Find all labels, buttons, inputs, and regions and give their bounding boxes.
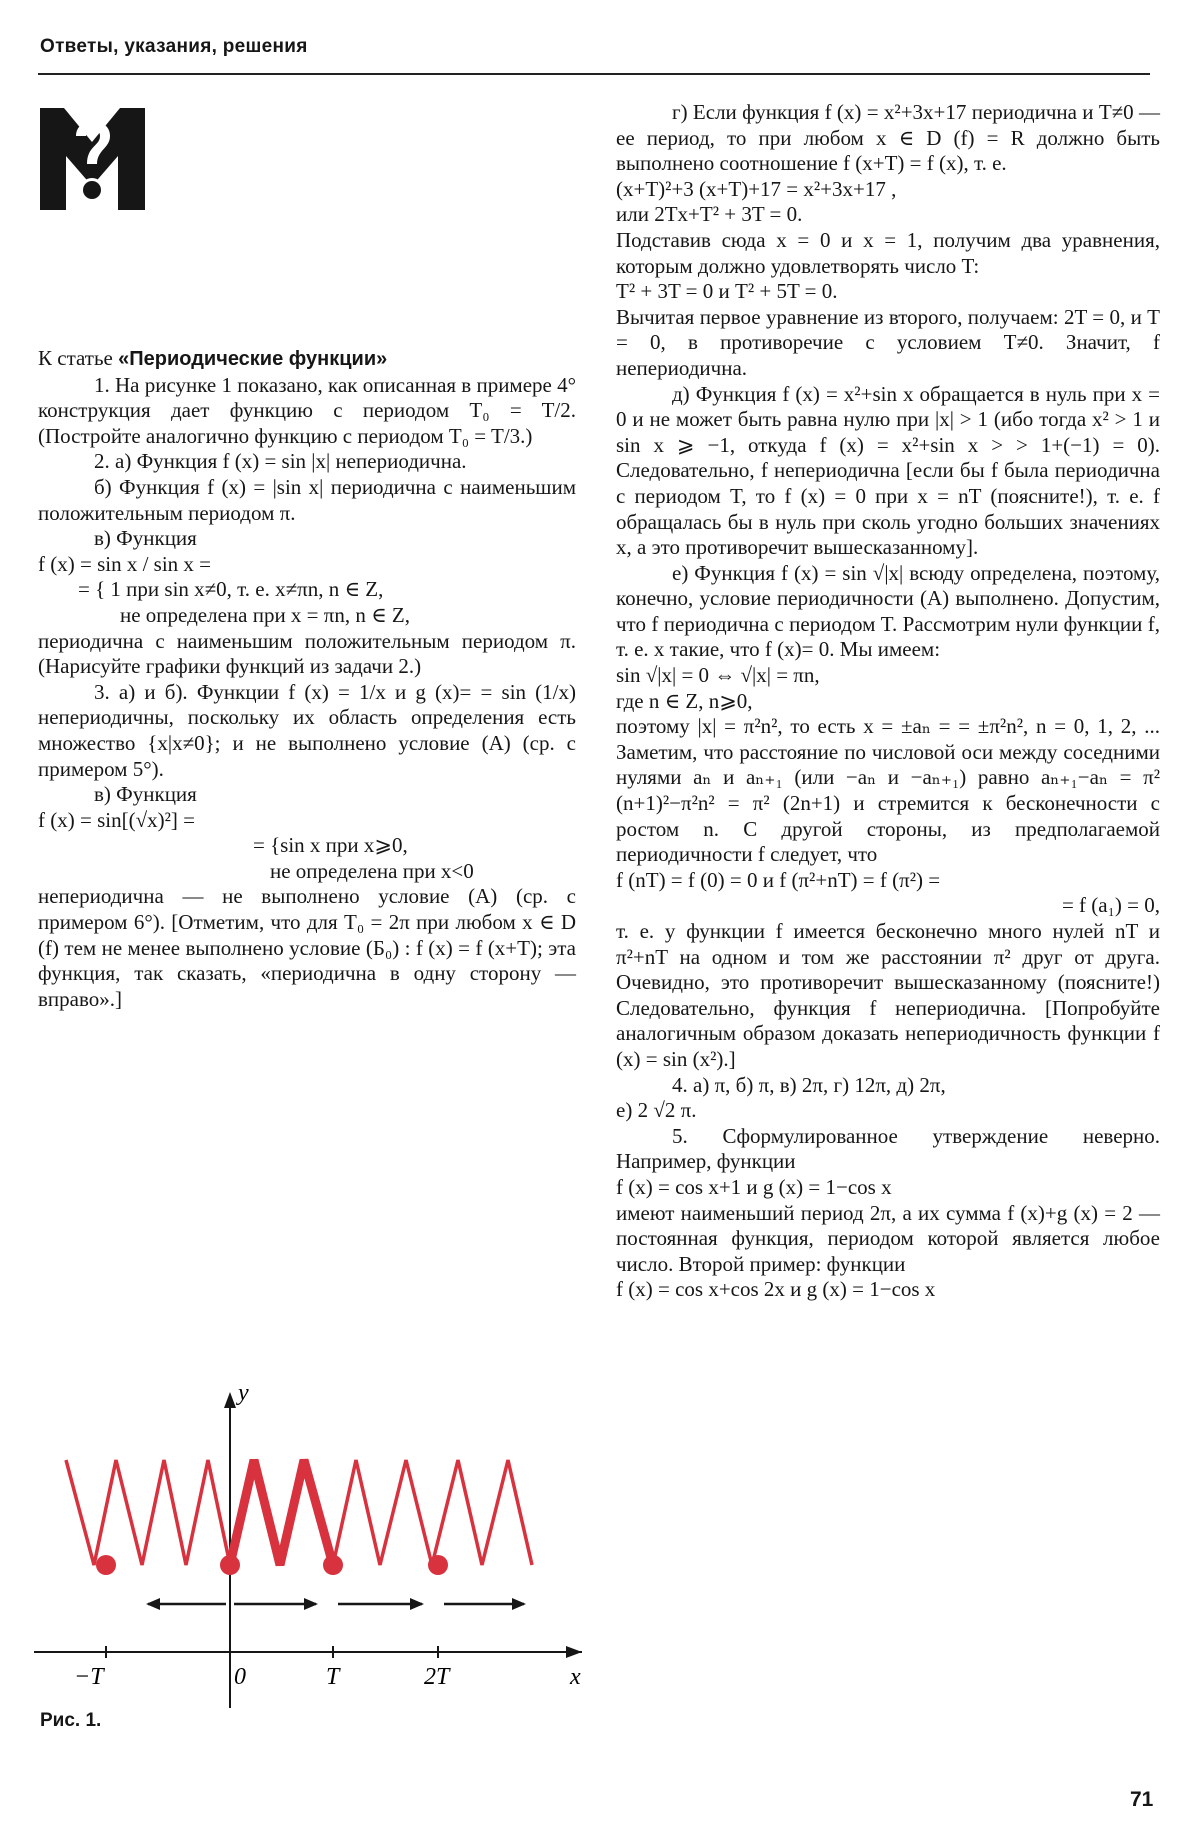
right-paragraph-5: е) Функция f (x) = sin √|x| всюду определена, поэтому, конечно, условие периодичности (А) выполнено. Допустим, что f периодична с периодом T. Рассмотрим нули функции f, т. е. x такие, что f (x)= 0. Мы имеем: <box>616 560 1160 662</box>
right-equation-9: f (x) = cos x+cos 2x и g (x) = 1−cos x <box>616 1277 936 1302</box>
left-equation-1: f (x) = sin x / sin x = <box>38 551 212 576</box>
left-paragraph-2: 2. а) Функция f (x) = sin |x| непериодична. <box>94 449 467 474</box>
left-equation-5: = {sin x при x⩾0, <box>253 833 408 858</box>
x-axis-arrowhead <box>566 1646 582 1658</box>
question-mark-logo-icon <box>40 108 145 210</box>
left-paragraph-4: в) Функция <box>94 526 197 551</box>
left-paragraph-3: б) Функция f (x) = |sin x| периодична с наименьшим положительным периодом π. <box>38 474 576 525</box>
left-equation-6: не определена при x<0 <box>270 858 474 883</box>
right-paragraph-7: т. е. у функции f имеется бесконечно много нулей nT и π²+nT на одном и том же расстоянии π² друг от друга. Очевидно, это противоречит вышесказанному (поясните!) Следовательно, функция f непериодична. [Попробуйте аналогичным образом доказать непериодичность функции f (x) = sin (x²).] <box>616 919 1160 1071</box>
right-paragraph-11: имеют наименьший период 2π, а их сумма f (x)+g (x) = 2 — постоянная функция, периодом которой является любое число. Второй пример: функции <box>616 1200 1160 1276</box>
right-column <box>616 100 1160 1303</box>
tick-label-T: T <box>326 1664 340 1690</box>
zero-point-T <box>323 1555 343 1575</box>
right-equation-7: = f (a₁) = 0, <box>1061 893 1160 918</box>
right-paragraph-10: 5. Сформулированное утверждение неверно. Например, функции <box>616 1123 1160 1174</box>
running-header: Ответы, указания, решения <box>40 36 308 57</box>
right-equation-2: или 2Tx+T² + 3T = 0. <box>616 202 803 227</box>
left-equation-2: = { 1 при sin x≠0, т. е. x≠πn, n ∈ Z, <box>78 577 384 602</box>
right-equation-1: (x+T)²+3 (x+T)+17 = x²+3x+17 , <box>616 176 897 201</box>
right-equation-4: sin √|x| = 0 ⇔ √|x| = πn, <box>616 663 820 688</box>
right-equation-3: T² + 3T = 0 и T² + 5T = 0. <box>616 279 838 304</box>
section-title: «Периодические функции» <box>118 348 388 370</box>
tick-label-0: 0 <box>234 1664 246 1690</box>
highlighted-period-curve <box>230 1460 333 1565</box>
y-axis-arrowhead <box>224 1392 236 1408</box>
left-paragraph-7: в) Функция <box>94 782 197 807</box>
left-paragraph-6: 3. а) и б). Функции f (x) = 1/x и g (x)= = sin (1/x) непериодичны, поскольку их область определения есть множество {x|x≠0}; и не выполнено условие (А) (ср. с примером 5°). <box>38 679 576 781</box>
right-equation-5: где n ∈ Z, n⩾0, <box>616 688 753 713</box>
page-number: 71 <box>1130 1788 1154 1811</box>
left-paragraph-8: непериодична — не выполнено условие (А) (ср. с примером 6°). [Отметим, что для T₀ = 2π при любом x ∈ D (f) тем не менее выполнено условие (Б₀) : f (x) = f (x+T); эта функция, так сказать, «периодична в одну сторону — вправо».] <box>38 884 576 1011</box>
right-paragraph-3: Вычитая первое уравнение из второго, получаем: 2T = 0, и T = 0, в противоречие с условием T≠0. Значит, f непериодична. <box>616 304 1160 380</box>
figure-1-graph <box>34 1380 594 1720</box>
left-column <box>38 346 576 1012</box>
zero-point-0 <box>220 1555 240 1575</box>
y-axis-label: y <box>238 1380 249 1406</box>
right-paragraph-9: е) 2 √2 π. <box>616 1098 697 1123</box>
right-equation-8: f (x) = cos x+1 и g (x) = 1−cos x <box>616 1174 892 1199</box>
right-paragraph-6: поэтому |x| = π²n², то есть x = ±aₙ = = ±π²n², n = 0, 1, 2, ... Заметим, что расстояние по числовой оси между соседними нулями aₙ и aₙ₊₁ (или −aₙ и −aₙ₊₁) равно aₙ₊₁−aₙ = π² (n+1)²−π²n² = π² (2n+1) и стремится к бесконечности с ростом n. С другой стороны, из предполагаемой периодичности f следует, что <box>616 714 1160 867</box>
zero-point-minus-T <box>96 1555 116 1575</box>
section-prefix: К статье <box>38 346 119 370</box>
left-equation-4: f (x) = sin[(√x)²] = <box>38 807 195 832</box>
x-axis-label: x <box>570 1664 581 1690</box>
left-paragraph-1: 1. На рисунке 1 показано, как описанная в примере 4° конструкция дает функцию с периодом T₀ = T/2. (Постройте аналогично функцию с периодом T₀ = T/3.) <box>38 372 577 448</box>
right-paragraph-8: 4. а) π, б) π, в) 2π, г) 12π, д) 2π, <box>672 1072 946 1097</box>
section-heading <box>38 346 576 373</box>
zero-point-2T <box>428 1555 448 1575</box>
right-paragraph-4: д) Функция f (x) = x²+sin x обращается в нуль при x = 0 и не может быть равна нулю при |x| > 1 (ибо тогда x² > 1 и sin x ⩾ −1, откуда f (x) = x²+sin x > > 1+(−1) = 0). Следовательно, f непериодична [если бы f была периодична с периодом T, то f (x) = 0 при x = nT (поясните!), т. е. f обращалась бы в нуль при сколь угодно больших значениях x, а это противоречит вышесказанному]. <box>616 381 1160 560</box>
header-rule <box>38 73 1150 75</box>
right-equation-6: f (nT) = f (0) = 0 и f (π²+nT) = f (π²) = <box>616 867 941 892</box>
tick-label-2T: 2T <box>424 1664 450 1690</box>
right-paragraph-1: г) Если функция f (x) = x²+3x+17 периодична и T≠0 — ее период, то при любом x ∈ D (f) = R должно быть выполнено соотношение f (x+T) = f (x), т. е. <box>616 100 1160 176</box>
right-paragraph-2: Подставив сюда x = 0 и x = 1, получим два уравнения, которым должно удовлетворять число T: <box>616 227 1160 278</box>
left-equation-3: не определена при x = πn, n ∈ Z, <box>120 602 411 627</box>
figure-caption: Рис. 1. <box>40 1710 102 1731</box>
left-paragraph-5: периодична с наименьшим положительным периодом π. (Нарисуйте графики функций из задачи 2.) <box>38 628 576 679</box>
tick-label-minus-T: −T <box>74 1664 104 1690</box>
